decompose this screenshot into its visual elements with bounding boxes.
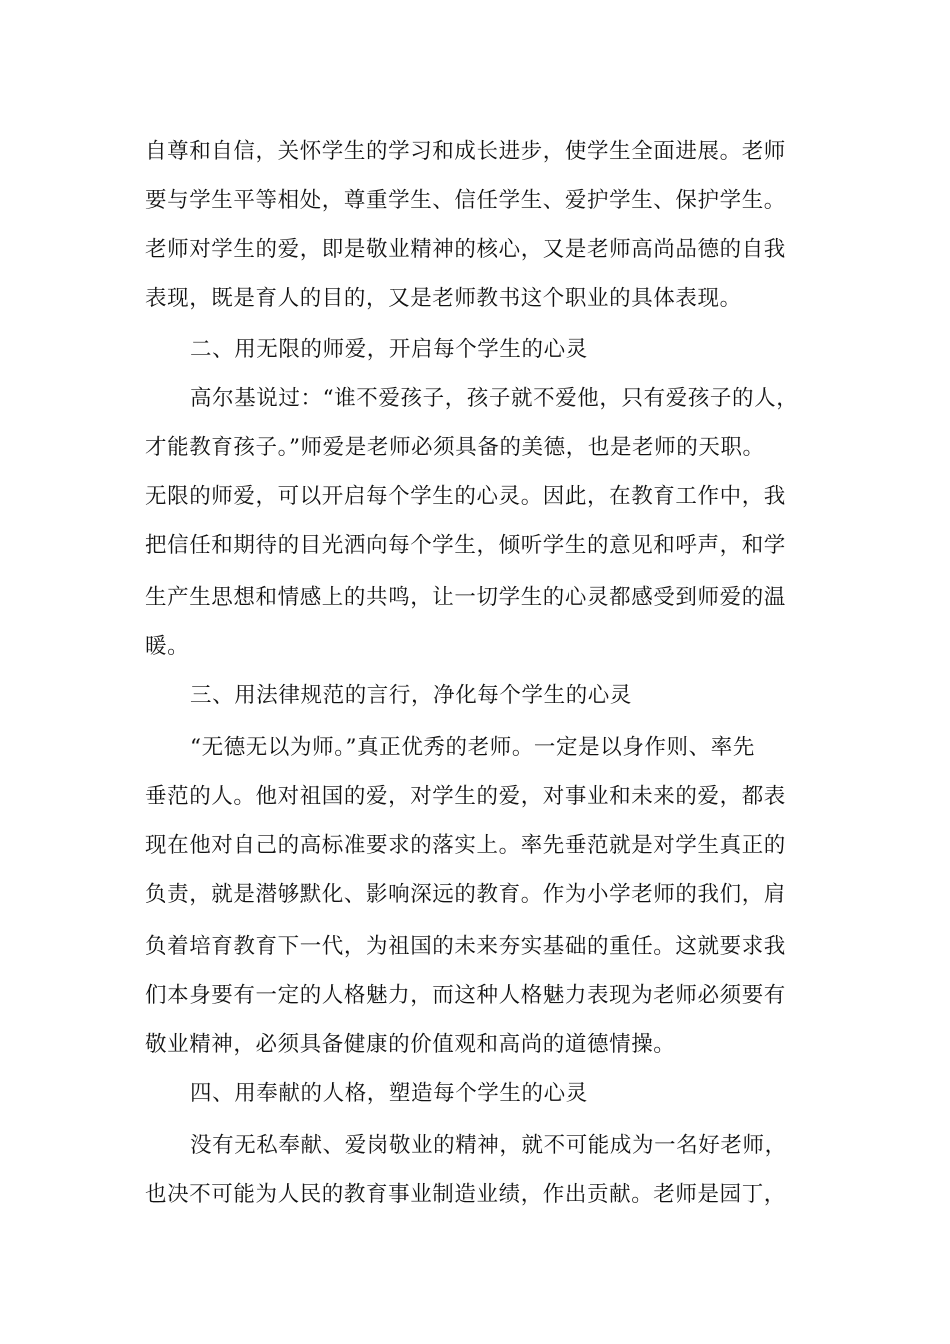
paragraph-1-line-1: 自尊和自信，关怀学生的学习和成长进步，使学生全面进展。老师	[145, 139, 786, 164]
paragraph-3-line-5: 负着培育教育下一代，为祖国的未来夯实基础的重任。这就要求我	[145, 934, 786, 959]
paragraph-2-line-2: 才能教育孩子。”师爱是老师必须具备的美德，也是老师的天职。	[145, 435, 765, 460]
paragraph-2-line-1: 高尔基说过：“谁不爱孩子，孩子就不爱他，只有爱孩子的人，	[190, 386, 799, 411]
section-heading-3: 三、用法律规范的言行，净化每个学生的心灵	[190, 683, 633, 708]
section-heading-4: 四、用奉献的人格，塑造每个学生的心灵	[190, 1081, 588, 1106]
paragraph-2-line-4: 把信任和期待的目光洒向每个学生，倾听学生的意见和呼声，和学	[145, 533, 786, 558]
paragraph-2-line-6: 暖。	[145, 634, 190, 659]
paragraph-3-line-1: “无德无以为师。”真正优秀的老师。一定是以身作则、率先	[190, 735, 755, 760]
paragraph-3-line-3: 现在他对自己的高标准要求的落实上。率先垂范就是对学生真正的	[145, 833, 786, 858]
paragraph-2-line-5: 生产生思想和情感上的共鸣，让一切学生的心灵都感受到师爱的温	[145, 585, 786, 610]
paragraph-1-line-3: 老师对学生的爱，即是敬业精神的核心，又是老师高尚品德的自我	[145, 237, 786, 262]
section-heading-2: 二、用无限的师爱，开启每个学生的心灵	[190, 337, 588, 362]
paragraph-3-line-7: 敬业精神，必须具备健康的价值观和高尚的道德情操。	[145, 1032, 676, 1057]
paragraph-1-line-2: 要与学生平等相处，尊重学生、信任学生、爱护学生、保护学生。	[145, 188, 786, 213]
paragraph-3-line-2: 垂范的人。他对祖国的爱，对学生的爱，对事业和未来的爱，都表	[145, 784, 786, 809]
paragraph-2-line-3: 无限的师爱，可以开启每个学生的心灵。因此，在教育工作中，我	[145, 484, 786, 509]
paragraph-4-line-2: 也决不可能为人民的教育事业制造业绩，作出贡献。老师是园丁，	[145, 1182, 786, 1207]
paragraph-3-line-6: 们本身要有一定的人格魅力，而这种人格魅力表现为老师必须要有	[145, 983, 786, 1008]
paragraph-3-line-4: 负责，就是潜够默化、影响深远的教育。作为小学老师的我们，肩	[145, 882, 786, 907]
paragraph-1-line-4: 表现，既是育人的目的，又是老师教书这个职业的具体表现。	[145, 286, 742, 311]
paragraph-4-line-1: 没有无私奉献、爱岗敬业的精神，就不可能成为一名好老师，	[190, 1133, 787, 1158]
